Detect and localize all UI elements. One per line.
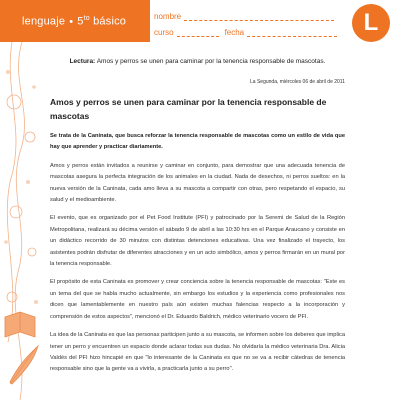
reading-content xyxy=(50,58,345,383)
grade-number: 5 xyxy=(77,15,84,28)
decorative-border xyxy=(0,42,45,400)
course-field-line[interactable] xyxy=(177,29,219,37)
quill-icon xyxy=(10,346,38,384)
date-field-label: fecha xyxy=(224,28,245,37)
article-paragraph: El evento, que es organizado por el Pet Food Institute (PFI) y patrocinado por la Seremi de Salud de la Región Metropolitana, realizará su décima versión el sábado 9 de abril a las 10:30 hrs en el Parque Araucano y consiste en un didáctico recorrido de 30 minutos con distintas detenciones educativas. Una vez finalizado el trayecto, los asistentes podrán disfrutar de diferentes atracciones y en un acto simbólico, amos y perros firmarán en un mural por la tenencia responsable. xyxy=(50,215,345,268)
grade-word: básico xyxy=(93,15,127,28)
article-paragraph: La idea de la Caninata es que las personas participen junto a su mascota, se informen sobre los deberes que implica tener un perro y encuentren un espacio donde aclarar todas sus dudas. No olvidaría la médico veterinaria Dra. Alicia Valdés del PFI hizo hincapié en que "lo interesante de la Caninata es que no se va a recibir cátedras de tenencia responsable sino que la gente va a vivirla, a practicarla junto a su perro". xyxy=(50,332,345,373)
subject-banner xyxy=(0,0,150,42)
student-info-fields xyxy=(150,6,340,46)
article-headline: Amos y perros se unen para caminar por la tenencia responsable de mascotas xyxy=(50,97,327,121)
grade-suffix: to xyxy=(83,15,90,22)
page-header xyxy=(0,0,400,50)
article-lead: Se trata de la Caninata, que busca reforzar la tenencia responsable de mascotas como un estilo de vida que hay que aprender y practicar diariamente. xyxy=(50,133,345,151)
name-field-label: nombre xyxy=(154,12,182,21)
name-field-line[interactable] xyxy=(184,13,334,21)
reading-title-text: Amos y perros se unen para caminar por la tenencia responsable de mascotas. xyxy=(96,58,326,65)
subject-separator: • xyxy=(69,15,74,28)
article-paragraph: Amos y perros están invitados a reunirse y caminar en conjunto, para demostrar que una adecuada tenencia de mascotas asegura la perfecta integración de los animales en la ciudad. Nada de desechos, ni perros sueltos: en la nueva versión de la Caninata, cada amo lleva a su mascota a compartir con otras, pero respetando el espacio, su salud y el medioambiente. xyxy=(50,162,345,204)
reading-label: Lectura: xyxy=(69,58,96,65)
article-dateline: La Segunda, miércoles 06 de abril de 2011 xyxy=(250,79,345,85)
course-field-label: curso xyxy=(154,28,174,37)
subject-badge: L xyxy=(352,4,390,42)
subject-label xyxy=(22,15,126,28)
reading-title xyxy=(50,58,345,65)
course-field[interactable] xyxy=(154,28,337,37)
name-field[interactable] xyxy=(154,12,334,21)
subject-name: lenguaje xyxy=(22,15,66,28)
book-icon xyxy=(5,312,35,337)
article-paragraph: El propósito de esta Caninata es promover y crear conciencia sobre la tenencia responsable de mascotas: "Este es un tema del que se habla mucho actualmente, sin embargo los estudios y la experiencia como profesionales nos dicen que lamentablemente en nuestro país aún existen muchas falencias respecto a la incorporación y comprensión de estos aspectos", mencionó el Dr. Eduardo Baldrich, médico veterinario vocero de PFI. xyxy=(50,279,345,320)
date-field-line[interactable] xyxy=(247,29,337,37)
